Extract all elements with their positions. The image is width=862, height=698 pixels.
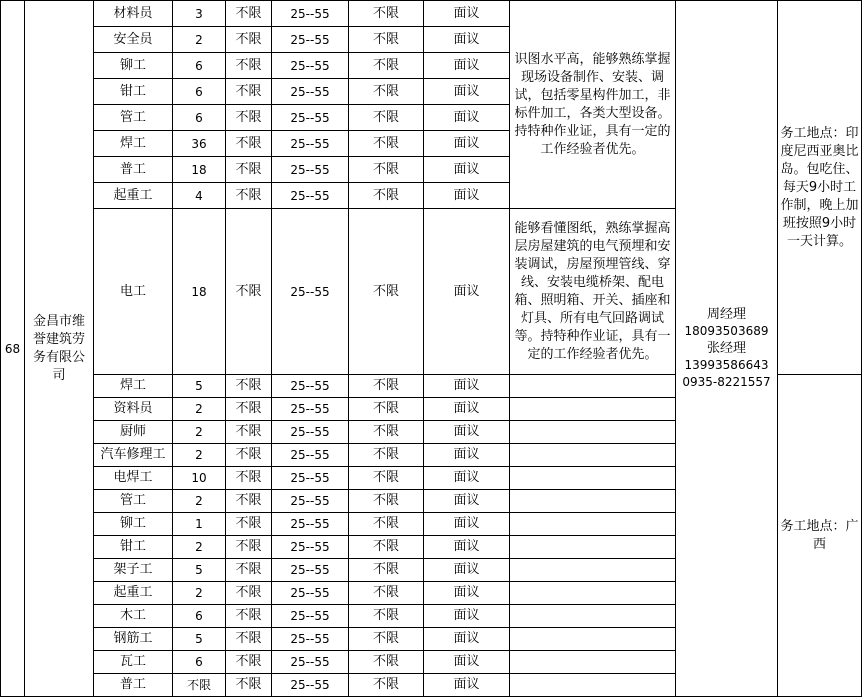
salary: 面议 [424,513,510,536]
job-title: 普工 [94,674,173,697]
job-title: 架子工 [94,559,173,582]
age-range: 25--55 [272,582,349,605]
head-count: 2 [173,444,226,467]
contact-line: 周经理 [706,307,746,322]
gender-requirement: 不限 [226,375,272,398]
age-range: 25--55 [272,628,349,651]
gender-requirement: 不限 [226,490,272,513]
salary: 面议 [424,444,510,467]
age-range: 25--55 [272,53,349,79]
education-requirement: 不限 [349,536,424,559]
salary: 面议 [424,582,510,605]
job-title: 焊工 [94,375,173,398]
salary: 面议 [424,209,510,375]
job-requirement-empty [510,674,676,697]
salary: 面议 [424,1,510,27]
job-title: 管工 [94,490,173,513]
age-range: 25--55 [272,674,349,697]
head-count: 1 [173,513,226,536]
head-count: 2 [173,27,226,53]
head-count: 6 [173,105,226,131]
salary: 面议 [424,375,510,398]
salary: 面议 [424,651,510,674]
education-requirement: 不限 [349,27,424,53]
company-name: 金昌市维誉建筑劳务有限公司 [25,1,94,697]
head-count: 2 [173,398,226,421]
contact-line: 13993586643 [684,358,769,372]
job-title: 普工 [94,157,173,183]
gender-requirement: 不限 [226,421,272,444]
job-title: 钢筋工 [94,628,173,651]
job-title: 木工 [94,605,173,628]
job-requirement: 识图水平高，能够熟练掌握现场设备制作、安装、调试，包括零星构件加工，非标件加工，各类大型设备。持特种作业证，具有一定的工作经验者优先。 [510,1,676,209]
job-title: 焊工 [94,131,173,157]
gender-requirement: 不限 [226,27,272,53]
head-count: 3 [173,1,226,27]
work-location: 务工地点：广西 [778,375,862,697]
job-requirement-empty [510,375,676,398]
salary: 面议 [424,605,510,628]
age-range: 25--55 [272,105,349,131]
head-count: 6 [173,651,226,674]
head-count: 36 [173,131,226,157]
education-requirement: 不限 [349,157,424,183]
gender-requirement: 不限 [226,105,272,131]
education-requirement: 不限 [349,651,424,674]
job-requirement-empty [510,398,676,421]
age-range: 25--55 [272,421,349,444]
head-count: 6 [173,79,226,105]
age-range: 25--55 [272,183,349,209]
education-requirement: 不限 [349,105,424,131]
gender-requirement: 不限 [226,513,272,536]
salary: 面议 [424,628,510,651]
head-count: 2 [173,490,226,513]
age-range: 25--55 [272,1,349,27]
head-count: 6 [173,605,226,628]
gender-requirement: 不限 [226,651,272,674]
salary: 面议 [424,490,510,513]
job-requirement-empty [510,513,676,536]
education-requirement: 不限 [349,605,424,628]
gender-requirement: 不限 [226,183,272,209]
education-requirement: 不限 [349,131,424,157]
contact-line: 0935-8221557 [682,375,771,389]
age-range: 25--55 [272,467,349,490]
gender-requirement: 不限 [226,79,272,105]
gender-requirement: 不限 [226,1,272,27]
education-requirement: 不限 [349,183,424,209]
age-range: 25--55 [272,559,349,582]
head-count: 18 [173,157,226,183]
salary: 面议 [424,157,510,183]
salary: 面议 [424,674,510,697]
head-count: 2 [173,421,226,444]
gender-requirement: 不限 [226,628,272,651]
contact-line: 张经理 [706,341,746,356]
job-title: 材料员 [94,1,173,27]
job-title: 铆工 [94,513,173,536]
job-title: 起重工 [94,183,173,209]
education-requirement: 不限 [349,490,424,513]
table-row [1,1,862,27]
job-title: 铆工 [94,53,173,79]
contact-line: 18093503689 [684,324,769,338]
gender-requirement: 不限 [226,605,272,628]
work-location: 务工地点：印度尼西亚奥比岛。包吃住、每天9小时工作制，晚上加班按照9小时一天计算。 [778,1,862,375]
education-requirement: 不限 [349,209,424,375]
job-title: 资料员 [94,398,173,421]
head-count: 5 [173,559,226,582]
head-count: 不限 [173,674,226,697]
gender-requirement: 不限 [226,131,272,157]
head-count: 4 [173,183,226,209]
education-requirement: 不限 [349,421,424,444]
age-range: 25--55 [272,375,349,398]
job-requirement: 能够看懂图纸，熟练掌握高层房屋建筑的电气预埋和安装调试，房屋预埋管线、穿线、安装电缆桥架、配电箱、照明箱、开关、插座和灯具、所有电气回路调试等。持特种作业证，具有一定的工作经验者优先。 [510,209,676,375]
salary: 面议 [424,53,510,79]
job-requirement-empty [510,651,676,674]
education-requirement: 不限 [349,467,424,490]
job-title: 钳工 [94,79,173,105]
gender-requirement: 不限 [226,559,272,582]
age-range: 25--55 [272,79,349,105]
job-title: 电工 [94,209,173,375]
salary: 面议 [424,467,510,490]
gender-requirement: 不限 [226,398,272,421]
education-requirement: 不限 [349,53,424,79]
job-title: 厨师 [94,421,173,444]
education-requirement: 不限 [349,628,424,651]
age-range: 25--55 [272,651,349,674]
head-count: 5 [173,628,226,651]
salary: 面议 [424,398,510,421]
job-requirement-empty [510,421,676,444]
gender-requirement: 不限 [226,674,272,697]
age-range: 25--55 [272,398,349,421]
job-title: 钳工 [94,536,173,559]
head-count: 2 [173,536,226,559]
salary: 面议 [424,559,510,582]
job-requirement-empty [510,444,676,467]
gender-requirement: 不限 [226,444,272,467]
age-range: 25--55 [272,513,349,536]
job-requirement-empty [510,582,676,605]
age-range: 25--55 [272,444,349,467]
education-requirement: 不限 [349,398,424,421]
salary: 面议 [424,79,510,105]
salary: 面议 [424,105,510,131]
job-requirement-empty [510,559,676,582]
gender-requirement: 不限 [226,467,272,490]
job-title: 管工 [94,105,173,131]
head-count: 5 [173,375,226,398]
job-title: 安全员 [94,27,173,53]
job-title: 起重工 [94,582,173,605]
job-title: 汽车修理工 [94,444,173,467]
education-requirement: 不限 [349,513,424,536]
job-requirement-empty [510,605,676,628]
age-range: 25--55 [272,605,349,628]
education-requirement: 不限 [349,375,424,398]
gender-requirement: 不限 [226,209,272,375]
job-requirement-empty [510,628,676,651]
salary: 面议 [424,421,510,444]
job-requirement-empty [510,490,676,513]
age-range: 25--55 [272,209,349,375]
job-title: 电焊工 [94,467,173,490]
education-requirement: 不限 [349,559,424,582]
job-title: 瓦工 [94,651,173,674]
age-range: 25--55 [272,131,349,157]
job-requirement-empty [510,467,676,490]
education-requirement: 不限 [349,444,424,467]
head-count: 6 [173,53,226,79]
salary: 面议 [424,183,510,209]
education-requirement: 不限 [349,674,424,697]
age-range: 25--55 [272,27,349,53]
gender-requirement: 不限 [226,53,272,79]
job-requirement-empty [510,536,676,559]
education-requirement: 不限 [349,79,424,105]
index-number: 68 [1,1,25,697]
salary: 面议 [424,27,510,53]
salary: 面议 [424,131,510,157]
age-range: 25--55 [272,536,349,559]
head-count: 2 [173,582,226,605]
gender-requirement: 不限 [226,582,272,605]
age-range: 25--55 [272,157,349,183]
head-count: 18 [173,209,226,375]
age-range: 25--55 [272,490,349,513]
head-count: 10 [173,467,226,490]
gender-requirement: 不限 [226,157,272,183]
salary: 面议 [424,536,510,559]
education-requirement: 不限 [349,582,424,605]
gender-requirement: 不限 [226,536,272,559]
contact-info [676,1,778,697]
education-requirement: 不限 [349,1,424,27]
